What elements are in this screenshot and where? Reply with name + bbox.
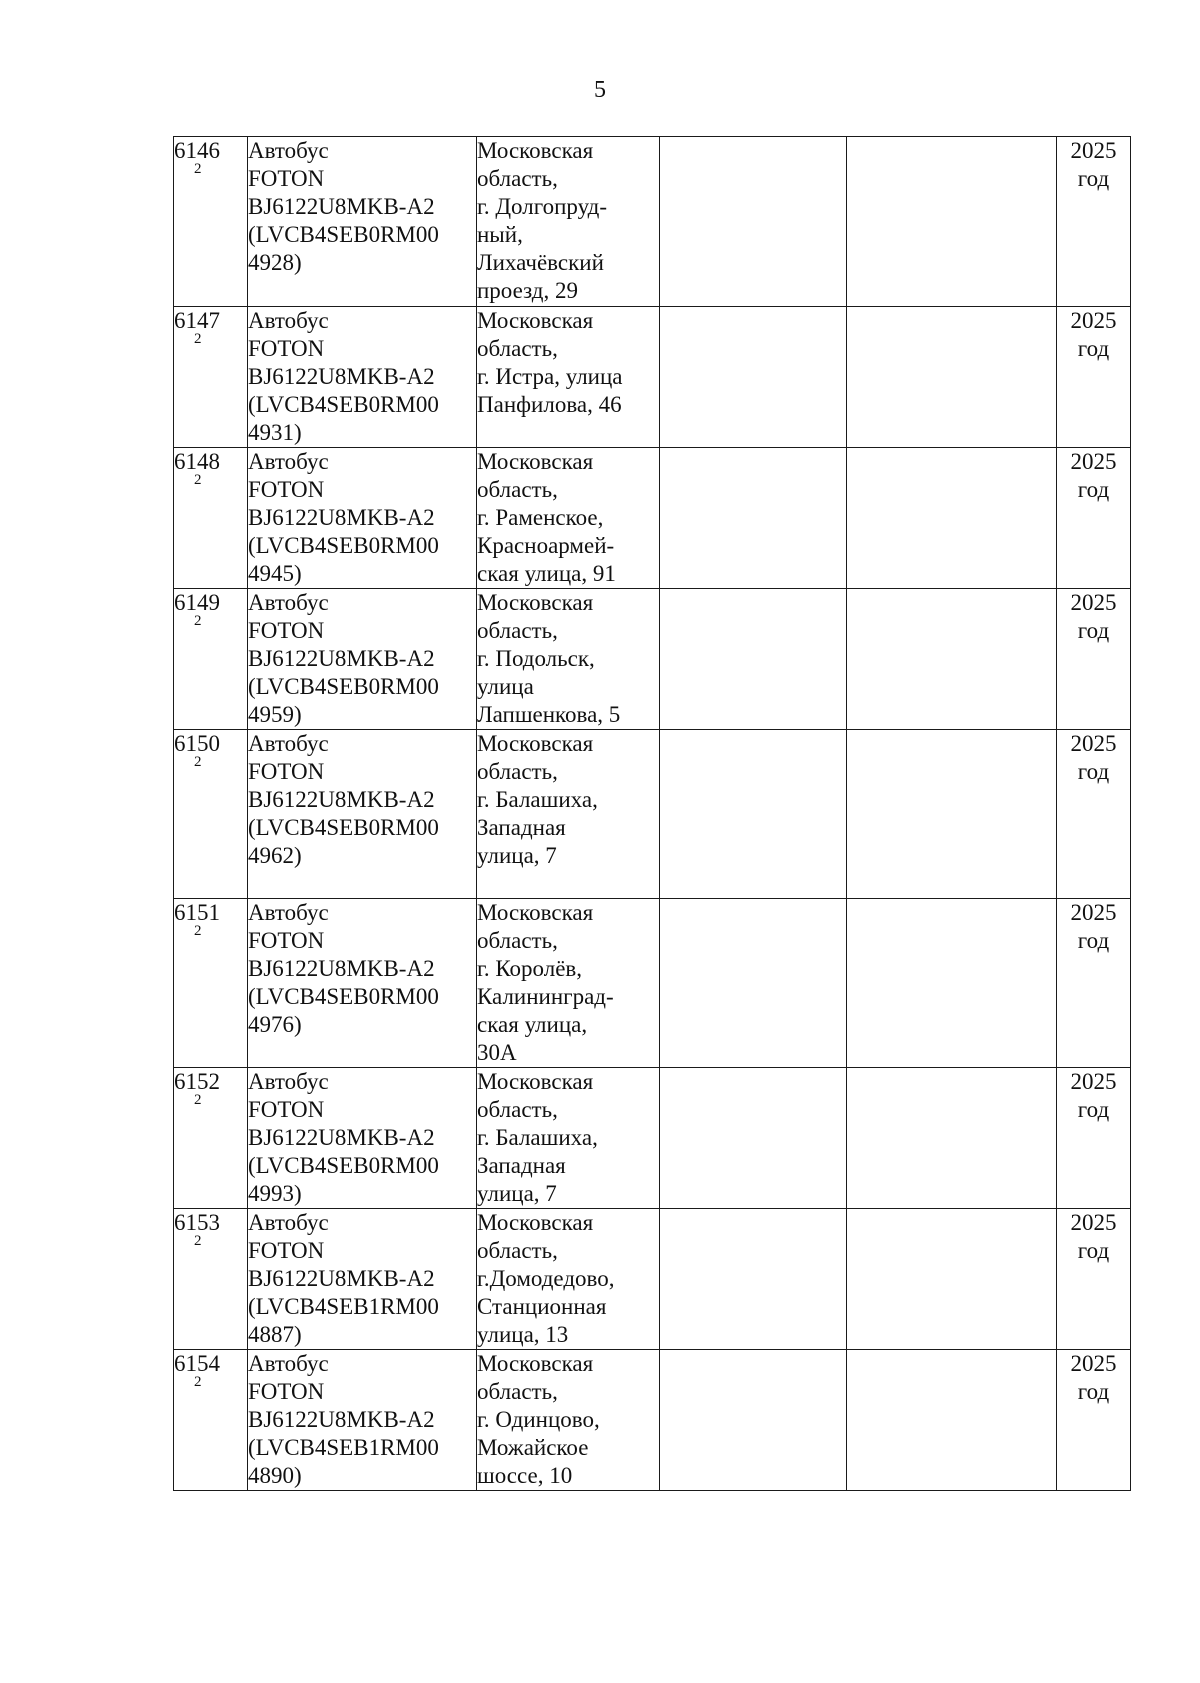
address-line: область, [477, 1379, 558, 1404]
object-description-line: Автобус [248, 138, 329, 163]
address-cell [477, 307, 660, 448]
address-line: Красноармей- [477, 533, 615, 558]
object-description-line: FOTON [248, 336, 325, 361]
address-line: область, [477, 477, 558, 502]
object-description-line: BJ6122U8MKB-A2 [248, 1407, 435, 1432]
empty-cell-2 [847, 1350, 1057, 1491]
entry-number-cell [174, 1350, 248, 1491]
year-cell [1057, 448, 1131, 589]
entry-number-cell [174, 307, 248, 448]
table-row [174, 899, 1131, 1068]
address-line: Московская [477, 449, 594, 474]
object-description-line: BJ6122U8MKB-A2 [248, 364, 435, 389]
address-line: область, [477, 928, 558, 953]
entry-number: 6146 [174, 138, 220, 163]
year-cell [1057, 1209, 1131, 1350]
object-description-line: Автобус [248, 449, 329, 474]
object-description-line: FOTON [248, 618, 325, 643]
address-cell [477, 899, 660, 1068]
object-description-line: 4976) [248, 1012, 302, 1037]
empty-cell-1 [660, 899, 847, 1068]
entry-number-superscript: 2 [194, 1233, 202, 1249]
year-line: год [1077, 928, 1110, 953]
empty-cell-1 [660, 307, 847, 448]
year-line: 2025 [1070, 449, 1117, 474]
object-description-line: Автобус [248, 1351, 329, 1376]
object-description-line: 4993) [248, 1181, 302, 1206]
object-description-line: BJ6122U8MKB-A2 [248, 194, 435, 219]
address-line: Панфилова, 46 [477, 392, 622, 417]
empty-cell-2 [847, 448, 1057, 589]
object-description-line: BJ6122U8MKB-A2 [248, 1266, 435, 1291]
address-line: Западная [477, 815, 566, 840]
year-line: 2025 [1070, 308, 1117, 333]
address-line: область, [477, 336, 558, 361]
address-line: Московская [477, 1210, 594, 1235]
year-cell [1057, 899, 1131, 1068]
object-description-line: (LVCB4SEB0RM00 [248, 533, 439, 558]
page-number: 5 [594, 77, 606, 103]
object-description-cell [248, 589, 477, 730]
address-line: Московская [477, 138, 594, 163]
year-line: 2025 [1070, 590, 1117, 615]
address-line: г. Балашиха, [477, 1125, 598, 1150]
year-line: год [1077, 1379, 1110, 1404]
empty-cell-1 [660, 1068, 847, 1209]
entry-number-superscript: 2 [194, 1374, 202, 1390]
address-cell [477, 730, 660, 899]
entry-number: 6152 [174, 1069, 220, 1094]
address-line: Калининград- [477, 984, 614, 1009]
object-description-line: (LVCB4SEB0RM00 [248, 222, 439, 247]
year-cell [1057, 307, 1131, 448]
address-cell [477, 1068, 660, 1209]
object-description-line: BJ6122U8MKB-A2 [248, 505, 435, 530]
address-line: область, [477, 618, 558, 643]
address-line: область, [477, 1097, 558, 1122]
object-description-line: (LVCB4SEB0RM00 [248, 674, 439, 699]
address-line: улица, 7 [477, 1181, 557, 1206]
entry-number-superscript: 2 [194, 613, 202, 629]
object-description-line: Автобус [248, 1069, 329, 1094]
year-line: 2025 [1070, 138, 1117, 163]
year-cell [1057, 589, 1131, 730]
year-cell [1057, 1068, 1131, 1209]
object-description-cell [248, 448, 477, 589]
object-description-line: Автобус [248, 900, 329, 925]
address-line: область, [477, 759, 558, 784]
object-description-line: Автобус [248, 590, 329, 615]
entry-number-superscript: 2 [194, 1092, 202, 1108]
table-row [174, 1209, 1131, 1350]
entry-number-superscript: 2 [194, 923, 202, 939]
object-description-cell [248, 730, 477, 899]
year-line: год [1077, 477, 1110, 502]
object-description-line: Автобус [248, 308, 329, 333]
empty-cell-1 [660, 1350, 847, 1491]
object-description-line: (LVCB4SEB0RM00 [248, 815, 439, 840]
year-cell [1057, 137, 1131, 307]
address-cell [477, 1350, 660, 1491]
empty-cell-1 [660, 1209, 847, 1350]
address-line: г. Королёв, [477, 956, 583, 981]
entry-number-cell [174, 448, 248, 589]
entry-number: 6150 [174, 731, 220, 756]
address-line: Московская [477, 900, 594, 925]
object-description-cell [248, 1068, 477, 1209]
object-description-line: BJ6122U8MKB-A2 [248, 787, 435, 812]
address-line: улица [477, 674, 534, 699]
empty-cell-2 [847, 137, 1057, 307]
year-line: 2025 [1070, 900, 1117, 925]
empty-cell-2 [847, 899, 1057, 1068]
address-line: Западная [477, 1153, 566, 1178]
object-description-line: 4931) [248, 420, 302, 445]
year-line: год [1077, 166, 1110, 191]
entry-number: 6148 [174, 449, 220, 474]
object-description-line: 4945) [248, 561, 302, 586]
entry-number-cell [174, 1209, 248, 1350]
address-line: ская улица, [477, 1012, 588, 1037]
address-cell [477, 589, 660, 730]
address-line: ская улица, 91 [477, 561, 616, 586]
year-line: год [1077, 618, 1110, 643]
address-line: г. Долгопруд- [477, 194, 607, 219]
entry-number-superscript: 2 [194, 472, 202, 488]
entry-number-cell [174, 730, 248, 899]
address-line: г. Балашиха, [477, 787, 598, 812]
empty-cell-2 [847, 589, 1057, 730]
object-description-cell [248, 1350, 477, 1491]
address-line: область, [477, 166, 558, 191]
entry-number-superscript: 2 [194, 754, 202, 770]
entry-number: 6147 [174, 308, 220, 333]
year-cell [1057, 730, 1131, 899]
address-line: Станционная [477, 1294, 607, 1319]
entry-number-cell [174, 589, 248, 730]
entry-number-cell [174, 1068, 248, 1209]
registry-table [173, 136, 1131, 1491]
object-description-cell [248, 899, 477, 1068]
table-row [174, 730, 1131, 899]
empty-cell-2 [847, 307, 1057, 448]
address-line: Лихачёвский [477, 250, 604, 275]
object-description-line: FOTON [248, 1097, 325, 1122]
address-cell [477, 1209, 660, 1350]
object-description-line: (LVCB4SEB0RM00 [248, 392, 439, 417]
object-description-line: 4962) [248, 843, 302, 868]
address-line: Московская [477, 1069, 594, 1094]
object-description-line: 4959) [248, 702, 302, 727]
address-line: Московская [477, 731, 594, 756]
empty-cell-2 [847, 730, 1057, 899]
address-line: Лапшенкова, 5 [477, 702, 621, 727]
object-description-line: BJ6122U8MKB-A2 [248, 646, 435, 671]
address-line: г. Раменское, [477, 505, 604, 530]
year-line: 2025 [1070, 1069, 1117, 1094]
address-line: г. Подольск, [477, 646, 595, 671]
address-line: улица, 7 [477, 843, 557, 868]
object-description-cell [248, 137, 477, 307]
empty-cell-1 [660, 730, 847, 899]
object-description-line: FOTON [248, 166, 325, 191]
table-row [174, 137, 1131, 307]
object-description-line: BJ6122U8MKB-A2 [248, 956, 435, 981]
object-description-line: FOTON [248, 928, 325, 953]
object-description-line: 4887) [248, 1322, 302, 1347]
object-description-line: FOTON [248, 1379, 325, 1404]
empty-cell-2 [847, 1209, 1057, 1350]
object-description-cell [248, 1209, 477, 1350]
entry-number-superscript: 2 [194, 161, 202, 177]
address-line: Можайское [477, 1435, 589, 1460]
table-row [174, 448, 1131, 589]
year-line: 2025 [1070, 731, 1117, 756]
empty-cell-1 [660, 448, 847, 589]
address-line: г. Одинцово, [477, 1407, 600, 1432]
object-description-line: BJ6122U8MKB-A2 [248, 1125, 435, 1150]
address-line: 30А [477, 1040, 517, 1065]
address-line: область, [477, 1238, 558, 1263]
year-line: год [1077, 1238, 1110, 1263]
address-line: г.Домодедово, [477, 1266, 615, 1291]
address-line: ный, [477, 222, 523, 247]
entry-number: 6151 [174, 900, 220, 925]
object-description-line: (LVCB4SEB1RM00 [248, 1294, 439, 1319]
address-line: г. Истра, улица [477, 364, 623, 389]
entry-number: 6149 [174, 590, 220, 615]
object-description-line: Автобус [248, 1210, 329, 1235]
year-line: год [1077, 1097, 1110, 1122]
object-description-line: (LVCB4SEB0RM00 [248, 1153, 439, 1178]
entry-number-cell [174, 899, 248, 1068]
table-row [174, 1068, 1131, 1209]
year-line: 2025 [1070, 1351, 1117, 1376]
entry-number: 6153 [174, 1210, 220, 1235]
object-description-line: (LVCB4SEB0RM00 [248, 984, 439, 1009]
year-cell [1057, 1350, 1131, 1491]
address-line: Московская [477, 590, 594, 615]
address-line: проезд, 29 [477, 278, 578, 303]
entry-number-cell [174, 137, 248, 307]
object-description-line: Автобус [248, 731, 329, 756]
object-description-line: FOTON [248, 759, 325, 784]
address-line: шоссе, 10 [477, 1463, 573, 1488]
entry-number: 6154 [174, 1351, 220, 1376]
year-line: год [1077, 759, 1110, 784]
object-description-line: 4928) [248, 250, 302, 275]
table-row [174, 307, 1131, 448]
registry-table-body [174, 137, 1131, 1491]
entry-number-superscript: 2 [194, 331, 202, 347]
empty-cell-1 [660, 589, 847, 730]
object-description-cell [248, 307, 477, 448]
object-description-line: (LVCB4SEB1RM00 [248, 1435, 439, 1460]
empty-cell-2 [847, 1068, 1057, 1209]
year-line: 2025 [1070, 1210, 1117, 1235]
object-description-line: FOTON [248, 1238, 325, 1263]
table-row [174, 589, 1131, 730]
object-description-line: FOTON [248, 477, 325, 502]
object-description-line: 4890) [248, 1463, 302, 1488]
year-line: год [1077, 336, 1110, 361]
address-line: Московская [477, 1351, 594, 1376]
table-row [174, 1350, 1131, 1491]
address-cell [477, 137, 660, 307]
address-cell [477, 448, 660, 589]
address-line: Московская [477, 308, 594, 333]
address-line: улица, 13 [477, 1322, 569, 1347]
empty-cell-1 [660, 137, 847, 307]
